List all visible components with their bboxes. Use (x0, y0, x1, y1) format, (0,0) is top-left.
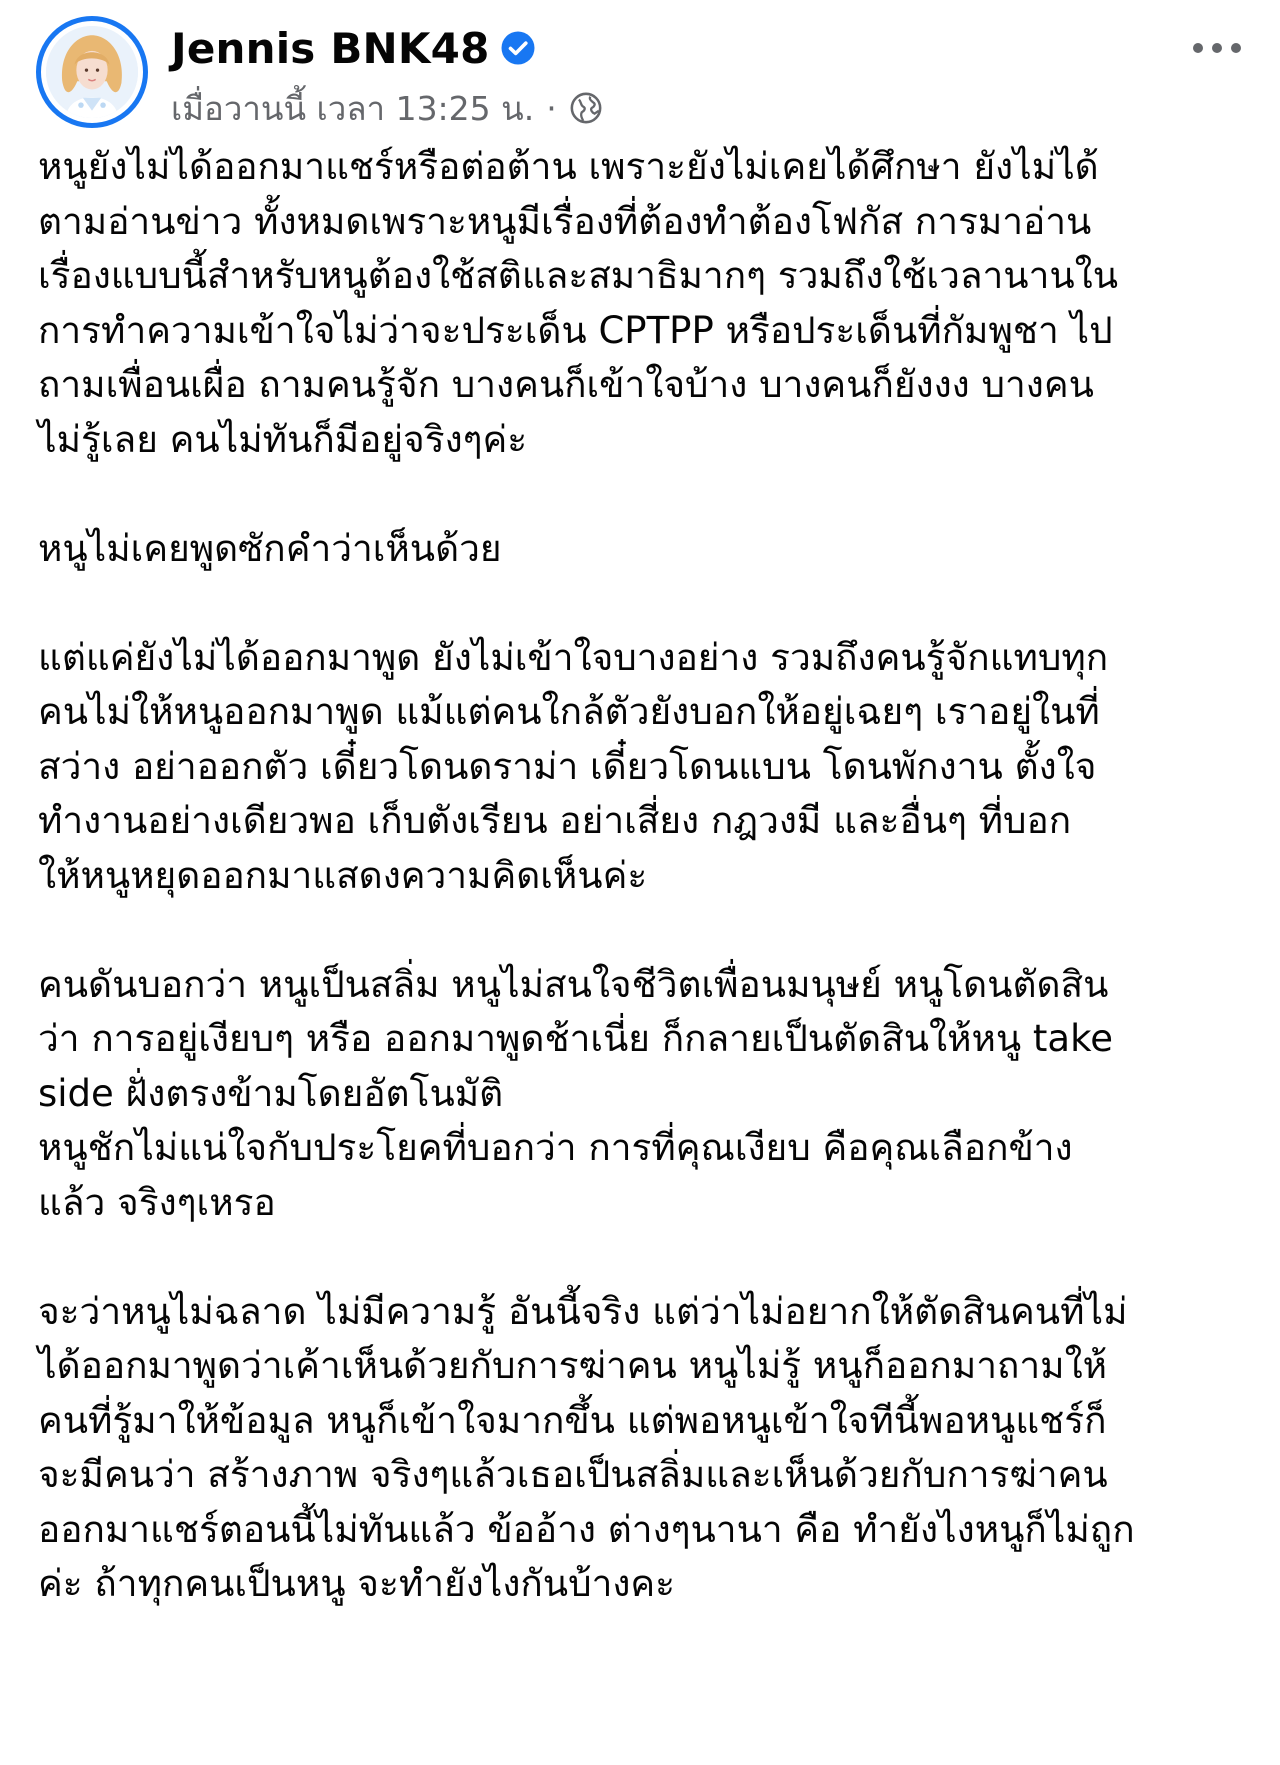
post-text-line: หนูชักไม่แน่ใจกับประโยคที่บอกว่า การที่คุณเงียบ คือคุณเลือกข้าง (38, 1126, 1073, 1169)
post-paragraph (38, 958, 1253, 1231)
post-text-line: แล้ว จริงๆเหรอ (38, 1180, 276, 1224)
post-paragraph (38, 1285, 1253, 1612)
meta-separator: · (546, 88, 557, 128)
post-text-line: ไม่รู้เลย คนไม่ทันก็มีอยู่จริงๆค่ะ (38, 417, 528, 461)
author-name[interactable]: Jennis BNK48 (171, 23, 490, 73)
post-text-line: การทำความเข้าใจไม่ว่าจะประเด็น CPTPP หรือประเด็นที่กัมพูชา ไป (38, 308, 1113, 352)
post-text-line: แต่แค่ยังไม่ได้ออกมาพูด ยังไม่เข้าใจบางอย่าง รวมถึงคนรู้จักแทบทุก (38, 635, 1109, 679)
post-text-line: เรื่องแบบนี้สำหรับหนูต้องใช้สติและสมาธิมากๆ รวมถึงใช้เวลานานใน (38, 254, 1119, 297)
post-text-line: ให้หนูหยุดออกมาแสดงความคิดเห็นค่ะ (38, 853, 648, 897)
post-text-line: ค่ะ ถ้าทุกคนเป็นหนู จะทำยังไงกันบ้างคะ (38, 1562, 676, 1605)
more-options-icon[interactable] (1190, 36, 1244, 60)
post-text-line: ตามอ่านข่าว ทั้งหมดเพราะหนูมีเรื่องที่ต้องทำต้องโฟกัส การมาอ่าน (38, 199, 1092, 243)
post-paragraph (38, 631, 1253, 904)
post-text-line: ได้ออกมาพูดว่าเค้าเห็นด้วยกับการฆ่าคน หนูไม่รู้ หนูก็ออกมาถามให้ (38, 1344, 1108, 1387)
post-text-line: สว่าง อย่าออกตัว เดี๋ยวโดนดราม่า เดี๋ยวโดนแบน โดนพักงาน ตั้งใจ (38, 744, 1097, 788)
post-paragraph (38, 140, 1253, 467)
author-row (171, 18, 536, 78)
post-text-line: จะว่าหนูไม่ฉลาด ไม่มีความรู้ อันนี้จริง แต่ว่าไม่อยากให้ตัดสินคนที่ไม่ (38, 1289, 1128, 1333)
post-text-line: คนดันบอกว่า หนูเป็นสลิ่ม หนูไม่สนใจชีวิตเพื่อนมนุษย์ หนูโดนตัดสิน (38, 962, 1109, 1006)
post-meta (171, 86, 603, 130)
globe-icon[interactable] (569, 91, 603, 125)
post-text-line: หนูยังไม่ได้ออกมาแชร์หรือต่อต้าน เพราะยังไม่เคยได้ศึกษา ยังไม่ได้ (38, 145, 1099, 188)
post-text-line: จะมีคนว่า สร้างภาพ จริงๆแล้วเธอเป็นสลิ่มและเห็นด้วยกับการฆ่าคน (38, 1453, 1108, 1496)
verified-badge-icon (500, 30, 536, 66)
post-header (36, 16, 1244, 136)
avatar-image (46, 26, 138, 118)
post-text-line: side ฝั่งตรงข้ามโดยอัตโนมัติ (38, 1071, 504, 1115)
post-body (38, 140, 1253, 1666)
avatar[interactable] (36, 16, 148, 128)
post-text-line: คนที่รู้มาให้ข้อมูล หนูก็เข้าใจมากขึ้น แต่พอหนูเข้าใจทีนี้พอหนูแชร์ก็ (38, 1398, 1107, 1442)
post-text-line: คนไม่ให้หนูออกมาพูด แม้แต่คนใกล้ตัวยังบอกให้อยู่เฉยๆ เราอยู่ในที่ (38, 690, 1100, 733)
post-text-line: ถามเพื่อนเผื่อ ถามคนรู้จัก บางคนก็เข้าใจบ้าง บางคนก็ยังงง บางคน (38, 363, 1094, 406)
post-text-line: ทำงานอย่างเดียวพอ เก็บตังเรียน อย่าเสี่ยง กฎวงมี และอื่นๆ ที่บอก (38, 799, 1072, 842)
post-text-line: หนูไม่เคยพูดซักคำว่าเห็นด้วย (38, 526, 502, 570)
post-timestamp[interactable]: เมื่อวานนี้ เวลา 13:25 น. (171, 88, 535, 128)
post-text-line: ว่า การอยู่เงียบๆ หรือ ออกมาพูดช้าเนี่ย ก็กลายเป็นตัดสินให้หนู take (38, 1017, 1113, 1060)
avatar-portrait-icon (46, 26, 138, 118)
post-text-line: ออกมาแชร์ตอนนี้ไม่ทันแล้ว ข้ออ้าง ต่างๆนานา คือ ทำยังไงหนูก็ไม่ถูก (38, 1507, 1135, 1551)
post-paragraph (38, 522, 1253, 577)
